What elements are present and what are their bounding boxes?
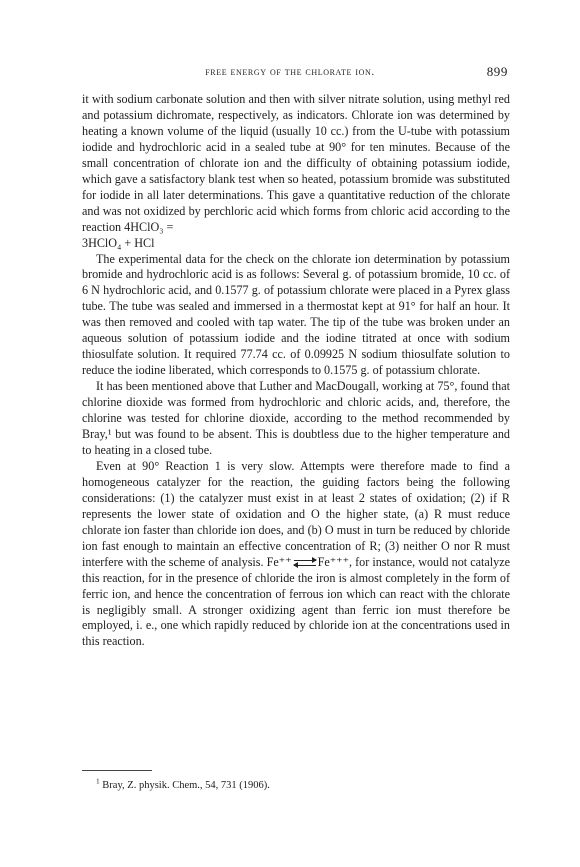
paragraph-2: The experimental data for the check on the chlorate ion determination by potassium bromide and hydrochloric acid is as follows: Several g. of potassium bromide, 10 cc. of 6 N hydrochloric acid, and 0.1577 g. of potassium chlorate were placed in a Pyrex glass tube. The tube was sealed and immersed in a thermostat kept at 91° for half an hour. It was then removed and cooled with tap water. The tip of the tube was broken under an aqueous solution of potassium iodide and the iodine titrated at once with sodium thiosulfate solution. It required 77.74 cc. of 0.09925 N sodium thiosulfate solution to reduce the iodine liberated, which corresponds to 0.1575 g. of potassium chlorate. (82, 251, 510, 378)
footnote-marker: 1 (96, 776, 100, 786)
running-title: free energy of the chlorate ion. (205, 66, 375, 78)
paragraph-4 (82, 459, 510, 650)
paragraph-4-text: Even at 90° Reaction 1 is very slow. Attempts were therefore made to find a homogeneous catalyzer for the reaction, the guiding factors being the following considerations: (1) the catalyzer must exist in at least 2 states of oxidation; (2) if R represents the lower state of oxidation and O the higher state, (a) R must reduce chlorate ion faster than chloride ion does, and (b) O must in turn be reduced by chloride ion fast enough to maintain an effective concentration of R; (3) neither O nor R must interfere with the scheme of analysis. (82, 458, 510, 569)
paragraph-1 (82, 92, 510, 252)
paragraph-4-continuation: for instance, would not catalyze this reaction, for in the presence of chloride the iron is almost completely in the form of ferric ion, and hence the concentration of ferrous ion which can react with the chlorate is negligibly small. A stronger oxidizing agent than ferric ion must therefore be employed, i. e., one which rapidly reduced by chloride ion at the concentrations used in this reaction. (82, 554, 510, 649)
footnote (96, 776, 270, 791)
paragraph-1-text: it with sodium carbonate solution and then with silver nitrate solution, using methyl red and potassium dichromate, respectively, as indicators. Chlorate ion was determined by heating a known volume of the liquid (usually 10 cc.) from the U-tube with potassium iodide and hydrochloric acid in a sealed tube at 90° for ten minutes. Because of the small concentration of chlorate ion and the difficulty of obtaining potassium iodide, which gave a satisfactory blank test when so heated, potassium bromide was substituted for iodide in all later determinations. This gave a quantitative reduction of the chlorate and was not oxidized by perchloric acid which forms from chloric acid according to the reaction 4HClO₃ = (82, 92, 510, 234)
paragraph-3: It has been mentioned above that Luther and MacDougall, working at 75°, found that chlorine dioxide was formed from hydrochloric and chloric acids, and, therefore, the chlorine was tested for chlorine dioxide, according to the method recommended by Bray,¹ but was found to be absent. This is doubtless due to the higher temperature and to heating in a closed tube. (82, 379, 510, 457)
reaction-equation-tail: 3HClO₄ + HCl (82, 235, 155, 250)
equilibrium-arrows-icon (294, 558, 316, 568)
page-number: 899 (486, 64, 508, 79)
iron-equilibrium-right: Fe⁺⁺⁺, (317, 554, 353, 569)
iron-equilibrium-left: Fe⁺⁺ (266, 554, 292, 569)
footnote-text: Bray, Z. physik. Chem., 54, 731 (1906). (102, 780, 270, 791)
footnote-rule (82, 770, 152, 771)
body-text (82, 92, 510, 650)
